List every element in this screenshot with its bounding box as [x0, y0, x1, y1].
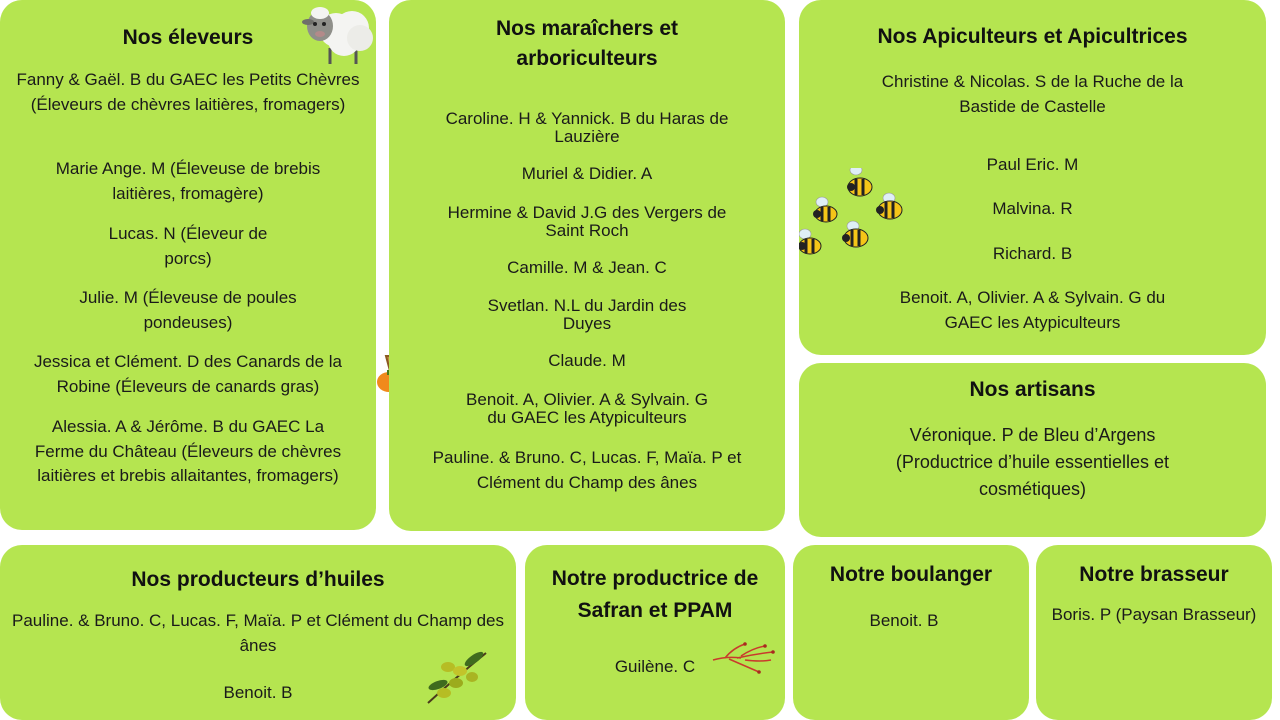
card-huiles — [0, 545, 516, 720]
card-apiculteurs — [799, 0, 1266, 355]
entry-jessica-clement: Jessica et Clément. D des Canards de la Robine (Éleveurs de canards gras) — [33, 352, 343, 396]
entry-veronique: Véronique. P de Bleu d’Argens (Productrice d’huile essentielles et cosmétiques) — [895, 425, 1170, 499]
card-boulanger — [793, 545, 1029, 720]
entry-fanny-gael: Fanny & Gaël. B du GAEC les Petits Chèvres (Éleveurs de chèvres laitières, fromagers) — [16, 70, 360, 114]
bees-icon — [799, 168, 909, 262]
entry-champ-des-anes-maraichers: Pauline. & Bruno. C, Lucas. F, Maïa. P et Clément du Champ des ânes — [432, 448, 742, 492]
card-artisans — [799, 363, 1266, 537]
card-title-brasseur: Notre brasseur — [1079, 563, 1229, 586]
sheep-icon — [300, 0, 376, 68]
card-title-eleveurs: Nos éleveurs — [122, 26, 254, 49]
entry-camille-jean: Camille. M & Jean. C — [507, 258, 667, 277]
card-eleveurs — [0, 0, 376, 530]
entry-svetlan: Svetlan. N.L du Jardin des Duyes — [487, 296, 687, 333]
card-safran — [525, 545, 785, 720]
entry-benoit-b-boulanger: Benoit. B — [869, 611, 939, 630]
entry-atypiculteurs-maraichers: Benoit. A, Olivier. A & Sylvain. G du GAEC les Atypiculteurs — [466, 390, 708, 427]
entry-claude-m: Claude. M — [548, 351, 626, 370]
entry-richard: Richard. B — [992, 244, 1073, 263]
entry-julie-m: Julie. M (Éleveuse de poules pondeuses) — [79, 288, 297, 332]
entry-caroline-yannick: Caroline. H & Yannick. B du Haras de Lauzière — [445, 109, 729, 146]
olives-icon — [424, 647, 488, 707]
card-brasseur — [1036, 545, 1272, 720]
entry-christine-nicolas: Christine & Nicolas. S de la Ruche de la Bastide de Castelle — [881, 72, 1184, 116]
card-title-safran: Notre productrice de Safran et PPAM — [551, 567, 759, 622]
saffron-icon — [711, 640, 777, 676]
card-title-boulanger: Notre boulanger — [829, 563, 993, 586]
entry-alessia-jerome: Alessia. A & Jérôme. B du GAEC La Ferme du Château (Éleveurs de chèvres laitières et brebis allaitantes, fromagers) — [34, 417, 342, 485]
entry-benoit-b-huiles: Benoit. B — [223, 683, 293, 702]
entry-malvina: Malvina. R — [992, 199, 1073, 218]
entry-paul-eric: Paul Eric. M — [986, 155, 1079, 174]
card-title-huiles: Nos producteurs d’huiles — [131, 568, 385, 591]
entry-boris: Boris. P (Paysan Brasseur) — [1051, 605, 1257, 624]
card-title-apiculteurs: Nos Apiculteurs et Apicultrices — [877, 25, 1188, 48]
card-title-maraichers: Nos maraîchers et arboriculteurs — [495, 17, 679, 70]
entry-champ-des-anes-huiles: Pauline. & Bruno. C, Lucas. F, Maïa. P et Clément du Champ des ânes — [12, 611, 504, 655]
entry-muriel-didier: Muriel & Didier. A — [521, 164, 653, 183]
card-title-artisans: Nos artisans — [969, 378, 1096, 401]
entry-atypiculteurs-apiculteurs: Benoit. A, Olivier. A & Sylvain. G du GAEC les Atypiculteurs — [899, 288, 1166, 332]
entry-hermine-david: Hermine & David J.G des Vergers de Saint Roch — [447, 203, 727, 240]
entry-marie-ange: Marie Ange. M (Éleveuse de brebis laitières, fromagère) — [55, 159, 321, 203]
entry-lucas-n: Lucas. N (Éleveur de porcs) — [108, 224, 268, 268]
card-maraichers — [389, 0, 785, 531]
entry-guilene: Guilène. C — [614, 657, 696, 676]
